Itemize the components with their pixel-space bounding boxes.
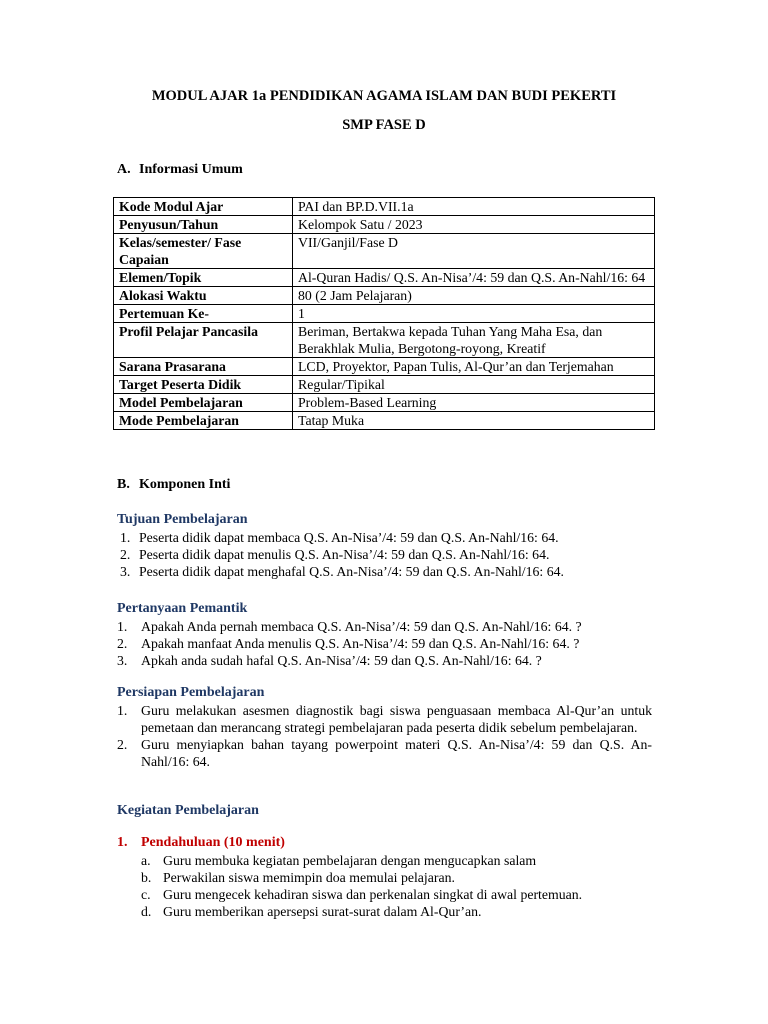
item-mark: d. — [141, 904, 152, 919]
section-a-mark: A. — [117, 162, 131, 177]
info-value: VII/Ganjil/Fase D — [293, 234, 655, 269]
table-row — [114, 216, 655, 234]
info-key: Target Peserta Didik — [114, 376, 293, 394]
kegiatan-heading: Kegiatan Pembelajaran — [117, 803, 259, 818]
table-row — [114, 358, 655, 376]
pendahuluan-list — [141, 852, 661, 920]
item-mark: c. — [141, 887, 151, 902]
pertanyaan-heading: Pertanyaan Pemantik — [117, 601, 248, 616]
list-item: 2. Apakah manfaat Anda menulis Q.S. An-Nisa’/4: 59 dan Q.S. An-Nahl/16: 64. ? — [117, 636, 580, 651]
info-value: Tatap Muka — [293, 412, 655, 430]
section-b-mark: B. — [117, 477, 130, 492]
pertanyaan-list — [117, 618, 657, 669]
section-b-heading — [117, 477, 230, 493]
info-value: Regular/Tipikal — [293, 376, 655, 394]
table-row — [114, 198, 655, 216]
pertanyaan-item: Apakah Anda pernah membaca Q.S. An-Nisa’/4: 59 dan Q.S. An-Nahl/16: 64. ? — [141, 619, 582, 634]
list-item: 2. Peserta didik dapat menulis Q.S. An-Nisa’/4: 59 dan Q.S. An-Nahl/16: 64. — [120, 547, 550, 562]
persiapan-list — [117, 702, 652, 770]
list-item: 3. Peserta didik dapat menghafal Q.S. An-Nisa’/4: 59 dan Q.S. An-Nahl/16: 64. — [120, 564, 564, 579]
info-key: Mode Pembelajaran — [114, 412, 293, 430]
table-row — [114, 376, 655, 394]
tujuan-heading: Tujuan Pembelajaran — [117, 512, 248, 527]
info-key: Elemen/Topik — [114, 269, 293, 287]
info-key: Penyusun/Tahun — [114, 216, 293, 234]
section-a-title: Informasi Umum — [139, 162, 243, 177]
list-item — [141, 869, 661, 886]
info-value: Beriman, Bertakwa kepada Tuhan Yang Maha Esa, dan Berakhlak Mulia, Bergotong-royong, Kreatif — [293, 323, 655, 358]
tujuan-item: Peserta didik dapat menghafal Q.S. An-Nisa’/4: 59 dan Q.S. An-Nahl/16: 64. — [139, 564, 564, 579]
info-value: 80 (2 Jam Pelajaran) — [293, 287, 655, 305]
pendahuluan-mark: 1. — [117, 835, 128, 850]
item-mark: b. — [141, 870, 152, 885]
table-row — [114, 269, 655, 287]
info-value: Al-Quran Hadis/ Q.S. An-Nisa’/4: 59 dan Q.S. An-Nahl/16: 64 — [293, 269, 655, 287]
info-table — [113, 197, 655, 430]
pendahuluan-item: Guru memberikan apersepsi surat-surat dalam Al-Qur’an. — [163, 904, 482, 919]
info-value: PAI dan BP.D.VII.1a — [293, 198, 655, 216]
info-key: Alokasi Waktu — [114, 287, 293, 305]
tujuan-item: Peserta didik dapat membaca Q.S. An-Nisa’/4: 59 dan Q.S. An-Nahl/16: 64. — [139, 530, 559, 545]
info-key: Model Pembelajaran — [114, 394, 293, 412]
list-item: 2. Guru menyiapkan bahan tayang powerpoint materi Q.S. An-Nisa’/4: 59 dan Q.S. An-Nahl/16: 64. — [117, 737, 652, 769]
info-key: Profil Pelajar Pancasila — [114, 323, 293, 358]
pendahuluan-item: Perwakilan siswa memimpin doa memulai pelajaran. — [163, 870, 455, 885]
table-row — [114, 287, 655, 305]
info-value: Kelompok Satu / 2023 — [293, 216, 655, 234]
list-item — [141, 903, 661, 920]
pendahuluan-item: Guru membuka kegiatan pembelajaran dengan mengucapkan salam — [163, 853, 537, 868]
list-item: 1. Apakah Anda pernah membaca Q.S. An-Nisa’/4: 59 dan Q.S. An-Nahl/16: 64. ? — [117, 619, 582, 634]
table-row — [114, 412, 655, 430]
document-title: MODUL AJAR 1a PENDIDIKAN AGAMA ISLAM DAN BUDI PEKERTI — [151, 88, 617, 104]
document-subtitle: SMP FASE D — [342, 117, 426, 133]
persiapan-heading: Persiapan Pembelajaran — [117, 685, 265, 700]
info-key: Pertemuan Ke- — [114, 305, 293, 323]
info-key: Sarana Prasarana — [114, 358, 293, 376]
list-item: 1. Guru melakukan asesmen diagnostik bagi siswa penguasaan membaca Al-Qur’an untuk pemetaan dan merancang strategi pembelajaran pada peserta didik sebelum pembelajaran. — [117, 703, 652, 735]
pendahuluan-item: Guru mengecek kehadiran siswa dan perkenalan singkat di awal pertemuan. — [163, 887, 583, 902]
list-item: 3. Apkah anda sudah hafal Q.S. An-Nisa’/4: 59 dan Q.S. An-Nahl/16: 64. ? — [117, 653, 542, 668]
table-row — [114, 323, 655, 358]
info-key: Kode Modul Ajar — [114, 198, 293, 216]
persiapan-item: Guru menyiapkan bahan tayang powerpoint materi Q.S. An-Nisa’/4: 59 dan Q.S. An-Nahl/16: 64. — [141, 737, 652, 769]
table-row — [114, 305, 655, 323]
pendahuluan-heading — [117, 835, 285, 851]
table-row — [114, 234, 655, 269]
pendahuluan-title: Pendahuluan (10 menit) — [141, 835, 285, 850]
pertanyaan-item: Apakah manfaat Anda menulis Q.S. An-Nisa’/4: 59 dan Q.S. An-Nahl/16: 64. ? — [141, 636, 580, 651]
list-item — [141, 852, 661, 869]
list-item — [141, 886, 661, 903]
section-b-title: Komponen Inti — [139, 477, 231, 492]
list-item: 1. Peserta didik dapat membaca Q.S. An-Nisa’/4: 59 dan Q.S. An-Nahl/16: 64. — [120, 530, 559, 545]
item-mark: a. — [141, 853, 151, 868]
persiapan-item: Guru melakukan asesmen diagnostik bagi siswa penguasaan membaca Al-Qur’an untuk pemetaan dan merancang strategi pembelajaran pada peserta didik sebelum pembelajaran. — [141, 703, 652, 735]
info-key: Kelas/semester/ Fase Capaian — [114, 234, 293, 269]
info-value: 1 — [293, 305, 655, 323]
table-row — [114, 394, 655, 412]
pertanyaan-item: Apkah anda sudah hafal Q.S. An-Nisa’/4: 59 dan Q.S. An-Nahl/16: 64. ? — [141, 653, 542, 668]
tujuan-list — [120, 529, 660, 580]
info-value: Problem-Based Learning — [293, 394, 655, 412]
section-a-heading — [117, 162, 243, 178]
info-value: LCD, Proyektor, Papan Tulis, Al-Qur’an dan Terjemahan — [293, 358, 655, 376]
tujuan-item: Peserta didik dapat menulis Q.S. An-Nisa’/4: 59 dan Q.S. An-Nahl/16: 64. — [139, 547, 550, 562]
